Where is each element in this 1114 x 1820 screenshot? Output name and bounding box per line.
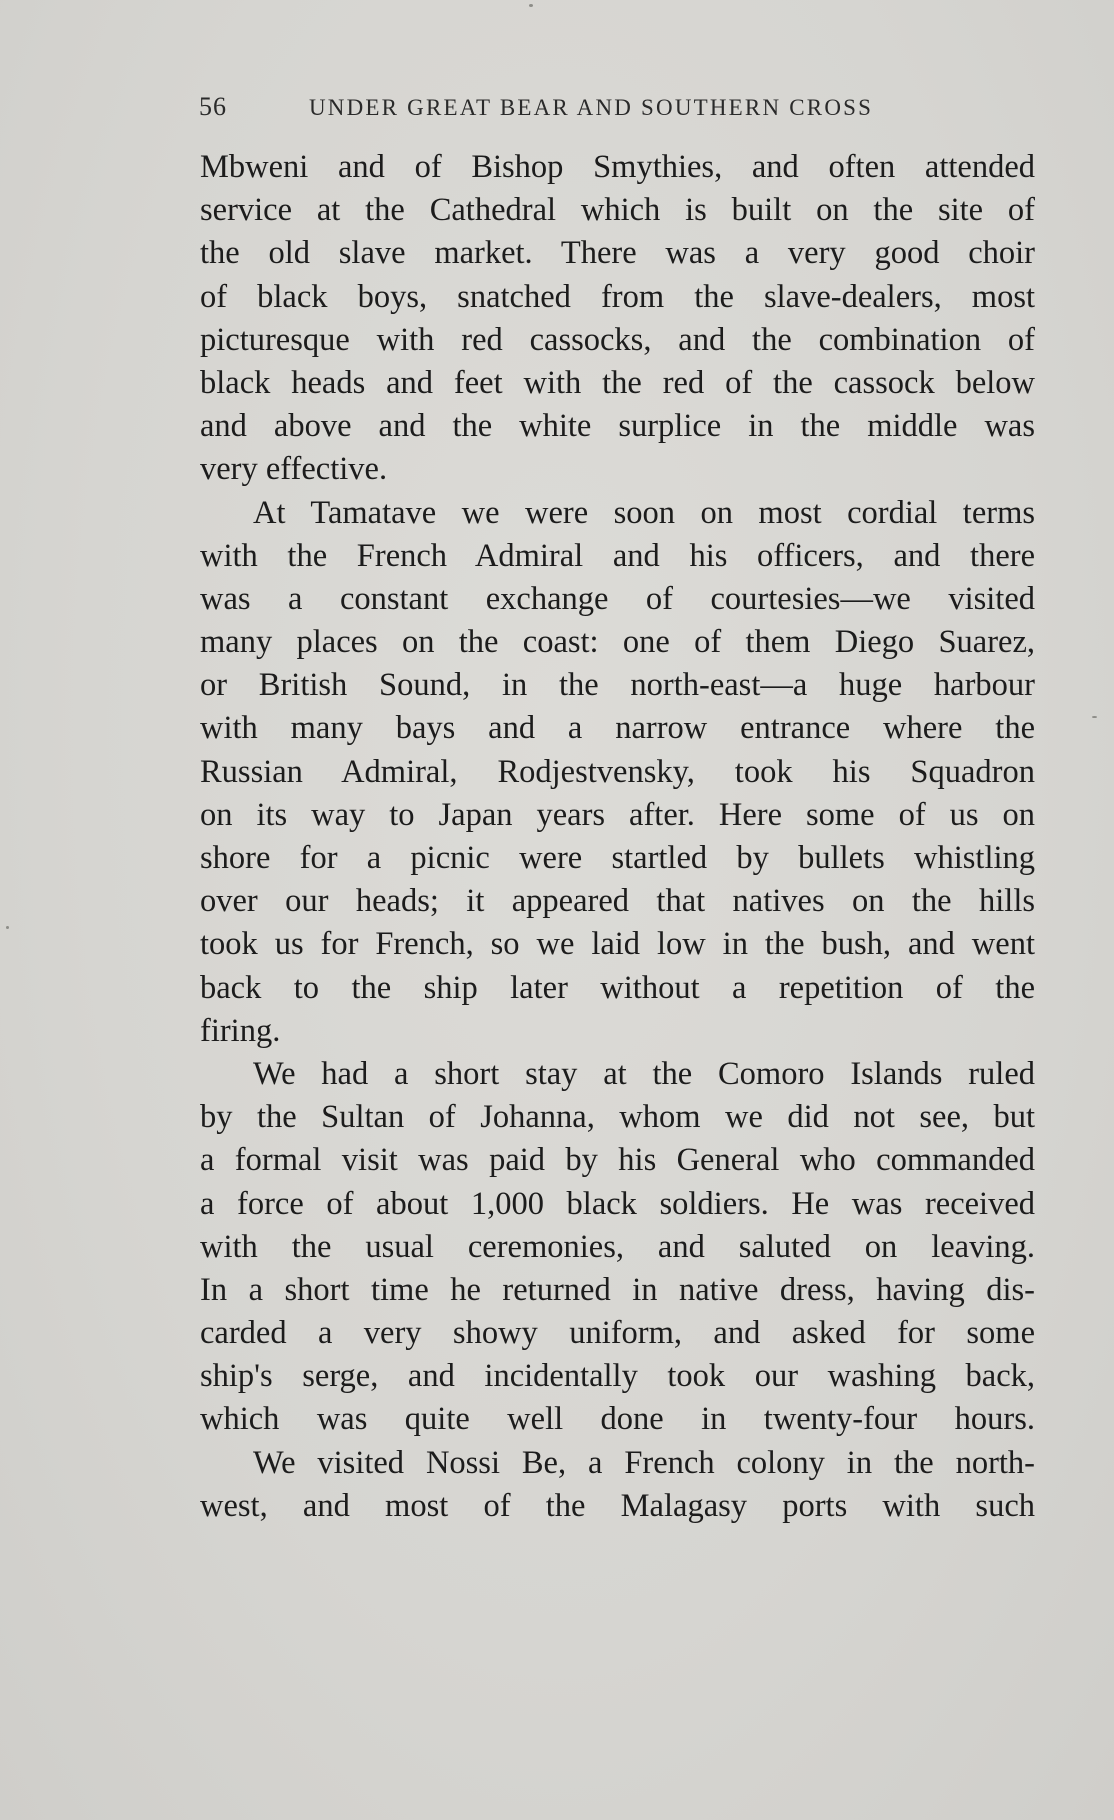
text-line: with the French Admiral and his officers, and there [200, 537, 1035, 574]
paper-speck [1092, 716, 1097, 718]
text-line: with the usual ceremonies, and saluted on leaving. [200, 1228, 1035, 1265]
text-line: very effective. [200, 451, 388, 488]
text-line: of black boys, snatched from the slave-dealers, most [200, 278, 1035, 315]
paragraph-1 [200, 146, 1035, 492]
paragraph-3 [200, 1053, 1035, 1442]
text-line: was a constant exchange of courtesies—we visited [200, 580, 1035, 617]
text-line: which was quite well done in twenty-four hours. [200, 1401, 1035, 1438]
text-line: Mbweni and of Bishop Smythies, and often attended [200, 149, 1035, 185]
paper-speck [6, 926, 9, 929]
text-line: carded a very showy uniform, and asked for some [200, 1315, 1035, 1352]
text-line: on its way to Japan years after. Here some of us on [200, 796, 1035, 833]
paragraph-4 [200, 1442, 1035, 1528]
text-line: firing. [200, 1012, 281, 1049]
body-text [200, 146, 1035, 1528]
text-line: shore for a picnic were startled by bullets whistling [200, 840, 1035, 876]
text-line: many places on the coast: one of them Diego Suarez, [200, 624, 1035, 661]
text-line: by the Sultan of Johanna, whom we did not see, but [200, 1099, 1035, 1136]
page-header [199, 92, 939, 128]
text-line: At Tamatave we were soon on most cordial terms [253, 494, 1035, 531]
text-line: and above and the white surplice in the middle was [200, 408, 1035, 445]
text-line: west, and most of the Malagasy ports with such [200, 1487, 1035, 1524]
text-line: or British Sound, in the north-east—a huge harbour [200, 667, 1035, 704]
text-line: the old slave market. There was a very good choir [200, 235, 1035, 272]
running-title: UNDER GREAT BEAR AND SOUTHERN CROSS [309, 95, 874, 120]
paragraph-2 [200, 492, 1035, 1053]
text-line: In a short time he returned in native dress, having dis- [200, 1271, 1035, 1308]
paper-speck [529, 4, 533, 7]
text-line: We visited Nossi Be, a French colony in the north- [253, 1444, 1035, 1481]
text-line: with many bays and a narrow entrance where the [200, 710, 1035, 747]
text-line: We had a short stay at the Comoro Islands ruled [253, 1055, 1035, 1092]
text-line: took us for French, so we laid low in the bush, and went [200, 926, 1035, 963]
text-line: over our heads; it appeared that natives on the hills [200, 883, 1035, 920]
text-line: a formal visit was paid by his General who commanded [200, 1142, 1035, 1179]
text-line: picturesque with red cassocks, and the combination of [200, 321, 1035, 358]
text-line: ship's serge, and incidentally took our washing back, [200, 1358, 1035, 1395]
text-line: back to the ship later without a repetition of the [200, 969, 1035, 1006]
page-number: 56 [199, 92, 227, 121]
text-line: a force of about 1,000 black soldiers. He was received [200, 1185, 1035, 1222]
text-line: service at the Cathedral which is built on the site of [200, 192, 1035, 229]
text-line: Russian Admiral, Rodjestvensky, took his Squadron [200, 753, 1035, 790]
text-line: black heads and feet with the red of the cassock below [200, 364, 1035, 401]
